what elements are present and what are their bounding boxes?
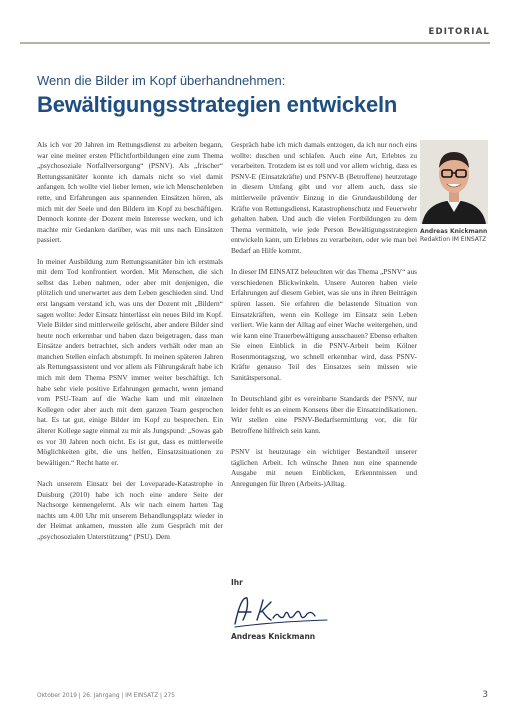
page-footer: Oktober 2019 | 26. Jahrgang | IM EINSATZ | 275 — [37, 693, 175, 699]
signoff-greeting: Ihr — [231, 578, 243, 587]
signoff-name: Andreas Knickmann — [231, 632, 316, 641]
article-column-2 — [231, 140, 417, 500]
paragraph: In dieser IM EINSATZ beleuchten wir das Thema „PSNV“ aus verschiedenen Blickwinkeln. Unsere Autoren haben viele Erfahrungen auf diesem Gebiet, was sie uns in ihren Beiträgen spüren lassen. Sie erfahren die belastende Situation von Einsatzkräften, wenn ein Kollege im Einsatz sein Leben verliert. Wie kann der Alltag auf einer Wache weitergehen, und wie kann eine Trauerbewältigung ausschauen? Ebenso erhalten Sie einen Einblick in die PSNV-Arbeit beim Kölner Rosenmontagszug, wo schnell erkennbar wird, dass PSNV-Kräfte genauso Teil des Einsatzes sein müssen wie Sanitätspersonal. — [231, 267, 417, 383]
caption-name: Andreas Knickmann — [420, 228, 488, 235]
article-column-1 — [37, 140, 223, 553]
author-photo — [420, 140, 488, 224]
caption-role: Redaktion IM EINSATZ — [420, 236, 487, 243]
kicker: Wenn die Bilder im Kopf überhandnehmen: — [37, 73, 286, 88]
section-label: EDITORIAL — [428, 27, 490, 37]
paragraph: PSNV ist heutzutage ein wichtiger Bestandteil unserer täglichen Arbeit. Ich wünsche Ihnen nun eine spannende Ausgabe mit neuen Einblicken, Erkenntnissen und Anregungen für Ihren (Arbeits-)Alltag. — [231, 447, 417, 488]
paragraph: Als ich vor 20 Jahren im Rettungsdienst zu arbeiten begann, war eine meiner ersten Pflichtfortbildungen eine zum Thema „psychosoziale Notfallversorgung“ (PSNV). Als „frischer“ Rettungssanitäter konnte ich damals nicht so viel damit anfangen. Ich wollte viel lieber lernen, wie ich Menschenleben rette, und Erfahrungen aus spannenden Einsätzen hören, als mich mit der Seele und den Bildern im Kopf zu beschäftigen. Dennoch konnte der Dozent mein Interesse wecken, und ich machte mir Gedanken darüber, was mit uns nach Einsätzen passiert. — [37, 140, 223, 245]
header-rule — [20, 42, 490, 44]
paragraph: In meiner Ausbildung zum Rettungssanitäter bin ich erstmals mit dem Tod konfrontiert worden. Mit Menschen, die sich selbst das Leben nahmen, oder aber mit denjenigen, die plötzlich und unerwartet aus dem Leben geschieden sind. Und erst langsam verstand ich, was uns der Dozent mit „Bildern“ sagen wollte: Jeder Einsatz hinterlässt ein neues Bild im Kopf. Viele Bilder sind mittlerweile gelöscht, aber andere Bilder sind heute noch erkennbar und haben dazu beigetragen, dass man Einsätze anders betrachtet, sich anders verhält oder man an manchen Stellen einfach abstumpft. In meinen späteren Jahren als Rettungsassistent und vor allem als Führungskraft habe ich mich mit dem Thema PSNV immer weiter beschäftigt. Ich habe sehr viele positive Erfahrungen gemacht, wenn jemand vom PSU-Team auf die Wache kam und mit einzelnen Kollegen oder aber auch mit dem ganzen Team gesprochen hat. Es tat gut, einige Bilder im Kopf zu besprechen. Ein älterer Kollege sagte einmal zu mir als Jungspund: „Sowas gab es vor 30 Jahren noch nicht. Es ist gut, dass es mittlerweile Möglichkeiten gibt, die uns helfen, Einsatzsituationen zu bewältigen.“ Recht hatte er. — [37, 256, 223, 467]
paragraph: Gespräch habe ich mich damals entzogen, da ich nur noch eins wollte: duschen und schlafen. Auch eine Art, Erlebtes zu verarbeiten. Trotzdem ist es toll und vor allem wichtig, dass es PSNV-E (Einsatzkräfte) und PSNV-B (Betroffene) heutzutage in diesem Umfang gibt und vor allem auch, dass sie mittlerweile präventiv Einzug in die Grundausbildung der Kräfte von Rettungsdienst, Katastrophenschutz und Feuerwehr gehalten haben. Und auch die vielen Fortbildungen zu dem Thema vermitteln, wie jede Person Bewältigungsstrategien entwickeln kann, um Erlebtes zu verarbeiten, oder wie man bei Bedarf an Hilfe kommt. — [231, 140, 417, 255]
headline: Bewältigungsstrategien entwickeln — [37, 92, 398, 117]
signature-image — [231, 590, 331, 630]
photo-caption — [420, 228, 492, 244]
paragraph: Nach unserem Einsatz bei der Loveparade-Katastrophe in Duisburg (2010) habe ich noch eine andere Seite der Nachsorge kennengelernt. Als wir nach einem harten Tag nachts um 4.00 Uhr mit unserem Behandlungsplatz wieder in der Heimat ankamen, mussten alle zum Gespräch mit der „psychosozialen Unterstützung“ (PSU). Dem — [37, 479, 223, 541]
paragraph: In Deutschland gibt es vereinbarte Standards der PSNV, nur leider fehlt es an einem Konsens über die Einsatzindikationen. Wir stellen eine PSNV-Bedarfsermittlung vor, die für Betroffene hilfreich sein kann. — [231, 394, 417, 436]
page-number: 3 — [482, 690, 488, 700]
